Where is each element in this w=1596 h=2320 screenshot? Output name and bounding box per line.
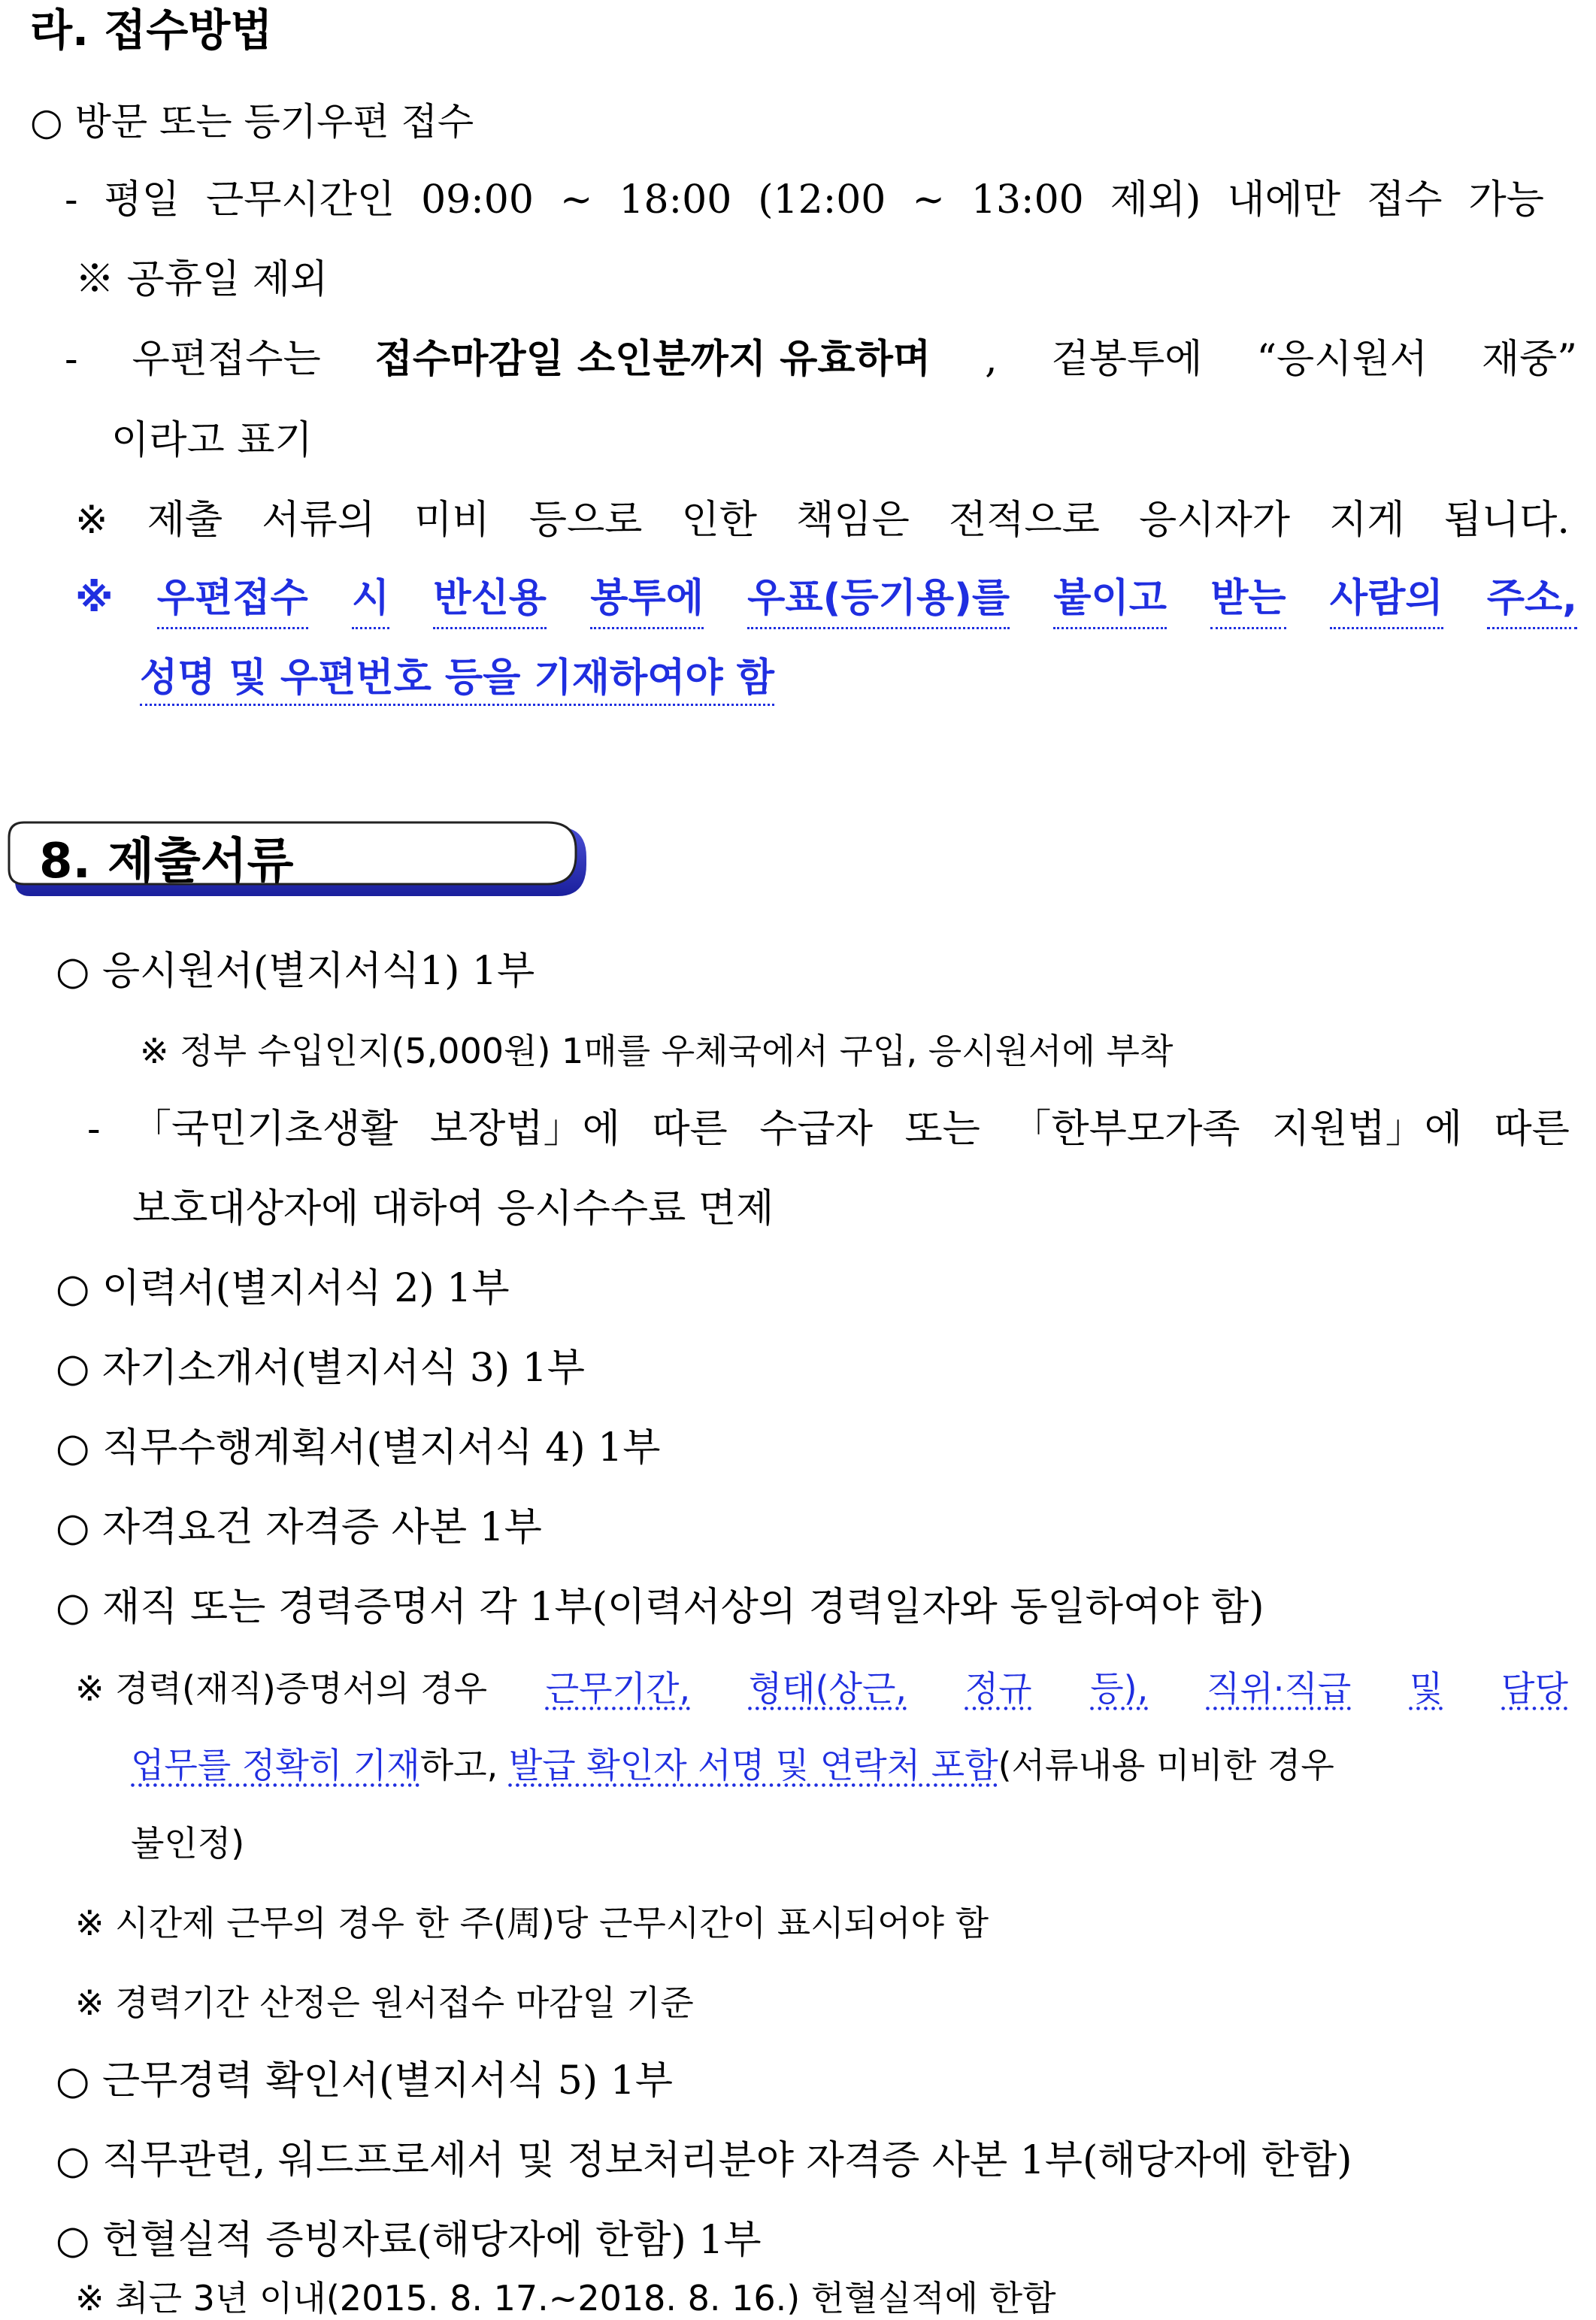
stamp-note: ※ 정부 수입인지(5,000원) 1매를 우체국에서 구입, 응시원서에 부착 — [140, 1031, 1174, 1071]
section-8-tab — [8, 819, 586, 902]
section-8-title: 8. 제출서류 — [39, 834, 294, 889]
item-self-intro: ○ 자기소개서(별지서식 3) 1부 — [56, 1346, 586, 1391]
item-blood-donation: ○ 헌혈실적 증빙자료(해당자에 한함) 1부 — [56, 2218, 762, 2263]
item-job-plan: ○ 직무수행계획서(별지서식 4) 1부 — [56, 1425, 661, 1470]
item-career-cert: ○ 재직 또는 경력증명서 각 1부(이력서상의 경력일자와 동일하여야 함) — [56, 1585, 1264, 1630]
post-bold-phrase: 접수마감일 소인분까지 유효하며 — [374, 337, 931, 382]
fee-exempt-cont: 보호대상자에 대하여 응시수수료 면제 — [132, 1186, 774, 1231]
blood-donation-note: ※ 최근 3년 이내(2015. 8. 17.~2018. 8. 16.) 헌혈실적에 한함 — [75, 2278, 1056, 2318]
period-note: ※ 경력기간 산정은 원서접수 마감일 기준 — [75, 1982, 694, 2023]
item-resume: ○ 이력서(별지서식 2) 1부 — [56, 1266, 510, 1311]
item-work-confirm: ○ 근무경력 확인서(별지서식 5) 1부 — [56, 2058, 674, 2103]
item-application-form: ○ 응시원서(별지서식1) 1부 — [56, 949, 535, 994]
return-envelope-note-cont: 성명 및 우편번호 등을 기재하여야 함 — [140, 653, 774, 704]
return-envelope-note: ※ 우편접수 시 반신용 봉투에 우표(등기용)를 붙이고 받는 사람의 주소, — [75, 573, 1577, 629]
career-note-line-1: ※ 경력(재직)증명서의 경우 근무기간, 형태(상근, 정규 등), 직위·직급 및 담당 — [75, 1668, 1568, 1709]
item-job-license: ○ 직무관련, 워드프로세서 및 정보처리분야 자격증 사본 1부(해당자에 한함) — [56, 2138, 1352, 2183]
career-note-line-3: 불인정) — [131, 1823, 245, 1864]
section-heading-ra: 라. 접수방법 — [30, 5, 273, 56]
post-receipt-line: - 우편접수는 접수마감일 소인분까지 유효하며 , 겉봉투에 “응시원서 재중” — [65, 334, 1577, 385]
holiday-note: ※ 공휴일 제외 — [75, 257, 329, 302]
hours-line: - 평일 근무시간인 09:00 ~ 18:00 (12:00 ~ 13:00 제외) 내에만 접수 가능 — [65, 177, 1544, 223]
post-receipt-cont: 이라고 표기 — [111, 418, 313, 463]
item-license-copy: ○ 자격요건 자격증 사본 1부 — [56, 1505, 542, 1550]
parttime-note: ※ 시간제 근무의 경우 한 주(周)당 근무시간이 표시되어야 함 — [75, 1903, 989, 1943]
career-note-line-2: 업무를 정확히 기재하고, 발급 확인자 서명 및 연락처 포함(서류내용 미비한 경우 — [131, 1745, 1334, 1785]
responsibility-note: ※ 제출 서류의 미비 등으로 인한 책임은 전적으로 응시자가 지게 됩니다. — [75, 498, 1570, 543]
fee-exempt-line: - 「국민기초생활 보장법」에 따른 수급자 또는 「한부모가족 지원법」에 따른 — [87, 1107, 1570, 1152]
visit-line: ○ 방문 또는 등기우편 접수 — [30, 100, 474, 144]
